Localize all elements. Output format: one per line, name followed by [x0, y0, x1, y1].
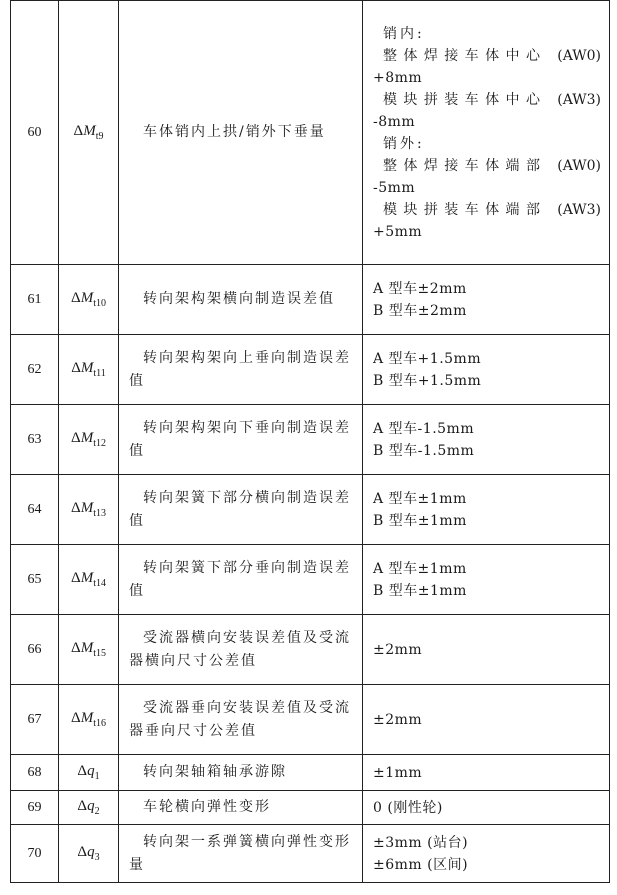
tolerance-value	[363, 685, 610, 755]
tolerance-value	[363, 405, 610, 475]
value-line: B 型车-1.5mm	[373, 442, 475, 459]
row-number: 65	[11, 545, 59, 615]
tolerance-table	[10, 0, 610, 883]
symbol-base: M	[80, 290, 94, 306]
parameter-symbol: $\Delta q_2$	[59, 791, 119, 825]
row-number: 64	[11, 475, 59, 545]
value-line: A 型车-1.5mm	[373, 420, 475, 437]
parameter-symbol: $\Delta M_{t16}$	[59, 685, 119, 755]
parameter-name-text: 转向架轴箱轴承游隙	[143, 764, 287, 780]
parameter-name	[119, 545, 363, 615]
row-number: 69	[11, 791, 59, 825]
value-line: 0 (刚性轮)	[373, 799, 443, 816]
table-row	[11, 685, 610, 755]
parameter-name-text: 车轮横向弹性变形	[143, 799, 271, 815]
symbol-base: M	[83, 123, 96, 139]
parameter-symbol: $\Delta M_{t14}$	[59, 545, 119, 615]
parameter-name	[119, 1, 363, 265]
row-number: 61	[11, 265, 59, 335]
parameter-symbol: $\Delta M_{t10}$	[59, 265, 119, 335]
parameter-name	[119, 475, 363, 545]
table-row	[11, 545, 610, 615]
tolerance-value	[363, 475, 610, 545]
value-line: ±2mm	[373, 711, 423, 728]
tolerance-value	[363, 1, 610, 265]
value-line: A 型车±2mm	[373, 280, 467, 297]
value-line: +5mm	[373, 223, 423, 240]
parameter-name	[119, 265, 363, 335]
parameter-name	[119, 685, 363, 755]
symbol-base: M	[80, 500, 94, 516]
symbol-base: M	[80, 430, 94, 446]
symbol-base: M	[80, 640, 94, 656]
parameter-name-text: 转向架构架横向制造误差值	[143, 291, 335, 307]
value-line: A 型车+1.5mm	[373, 350, 482, 367]
symbol-base: M	[80, 570, 94, 586]
parameter-symbol: $\Delta M_{t13}$	[59, 475, 119, 545]
parameter-name	[119, 755, 363, 791]
value-line: ±6mm (区间)	[373, 856, 469, 873]
table-row	[11, 1, 610, 265]
tolerance-value	[363, 265, 610, 335]
parameter-name-text: 转向架簧下部分垂向制造误差值	[129, 559, 351, 599]
value-line: B 型车+1.5mm	[373, 372, 482, 389]
table-row	[11, 791, 610, 825]
parameter-symbol: $\Delta q_3$	[59, 825, 119, 883]
symbol-base: q	[87, 844, 95, 860]
value-line: B 型车±1mm	[373, 582, 467, 599]
parameter-symbol: $\Delta M_{t12}$	[59, 405, 119, 475]
symbol-subscript: t13	[93, 508, 106, 519]
parameter-name-text: 受流器横向安装误差值及受流器横向尺寸公差值	[129, 629, 351, 669]
parameter-name-text: 转向架构架向下垂向制造误差值	[129, 419, 351, 459]
symbol-base: q	[87, 763, 95, 779]
value-line: A 型车±1mm	[373, 490, 467, 507]
table-row	[11, 475, 610, 545]
value-line: 整体焊接车体端部 (AW0)	[383, 157, 601, 174]
value-line: +8mm	[373, 69, 423, 86]
tolerance-value	[363, 755, 610, 791]
parameter-name	[119, 825, 363, 883]
value-line: 模块拼装车体端部 (AW3)	[383, 201, 601, 218]
parameter-name	[119, 791, 363, 825]
row-number: 68	[11, 755, 59, 791]
symbol-subscript: t16	[93, 718, 106, 729]
symbol-base: M	[80, 360, 94, 376]
parameter-name	[119, 335, 363, 405]
value-line: B 型车±2mm	[373, 302, 467, 319]
table-row	[11, 755, 610, 791]
parameter-name	[119, 405, 363, 475]
parameter-symbol: $\Delta M_{t15}$	[59, 615, 119, 685]
symbol-base: q	[87, 798, 95, 814]
value-line: 销外:	[383, 135, 425, 152]
value-line: ±2mm	[373, 641, 423, 658]
symbol-subscript: t10	[93, 298, 106, 309]
parameter-name-text: 转向架簧下部分横向制造误差值	[129, 489, 351, 529]
symbol-subscript: 3	[94, 852, 100, 863]
table-row	[11, 825, 610, 883]
tolerance-value	[363, 615, 610, 685]
parameter-symbol: $\Delta M_{t9}$	[59, 1, 119, 265]
table-row	[11, 615, 610, 685]
tolerance-value	[363, 335, 610, 405]
row-number: 67	[11, 685, 59, 755]
parameter-name-text: 转向架一系弹簧横向弹性变形量	[129, 833, 351, 873]
row-number: 70	[11, 825, 59, 883]
table-row	[11, 405, 610, 475]
parameter-name-text: 受流器垂向安装误差值及受流器垂向尺寸公差值	[129, 699, 351, 739]
value-line: A 型车±1mm	[373, 560, 467, 577]
tolerance-value	[363, 825, 610, 883]
symbol-subscript: 1	[94, 771, 100, 782]
spec-table-page	[10, 0, 609, 884]
value-line: ±3mm (站台)	[373, 834, 469, 851]
symbol-subscript: t12	[93, 438, 106, 449]
value-line: 整体焊接车体中心 (AW0)	[383, 47, 601, 64]
tolerance-value	[363, 791, 610, 825]
row-number: 62	[11, 335, 59, 405]
table-row	[11, 335, 610, 405]
symbol-subscript: t9	[95, 131, 104, 142]
value-line: 模块拼装车体中心 (AW3)	[383, 91, 601, 108]
table-row	[11, 265, 610, 335]
parameter-symbol: $\Delta M_{t11}$	[59, 335, 119, 405]
parameter-name-text: 转向架构架向上垂向制造误差值	[129, 349, 351, 389]
symbol-subscript: t15	[93, 648, 106, 659]
symbol-subscript: t14	[93, 578, 106, 589]
row-number: 66	[11, 615, 59, 685]
tolerance-value	[363, 545, 610, 615]
parameter-name	[119, 615, 363, 685]
symbol-subscript: 2	[94, 806, 100, 817]
parameter-name-text: 车体销内上拱/销外下垂量	[143, 124, 326, 140]
symbol-subscript: t11	[93, 368, 106, 379]
value-line: -5mm	[373, 179, 416, 196]
table-body	[11, 1, 610, 883]
parameter-symbol: $\Delta q_1$	[59, 755, 119, 791]
row-number: 63	[11, 405, 59, 475]
value-line: ±1mm	[373, 764, 423, 781]
value-line: 销内:	[383, 25, 425, 42]
symbol-base: M	[80, 710, 94, 726]
value-line: B 型车±1mm	[373, 512, 467, 529]
value-line: -8mm	[373, 113, 416, 130]
row-number: 60	[11, 1, 59, 265]
